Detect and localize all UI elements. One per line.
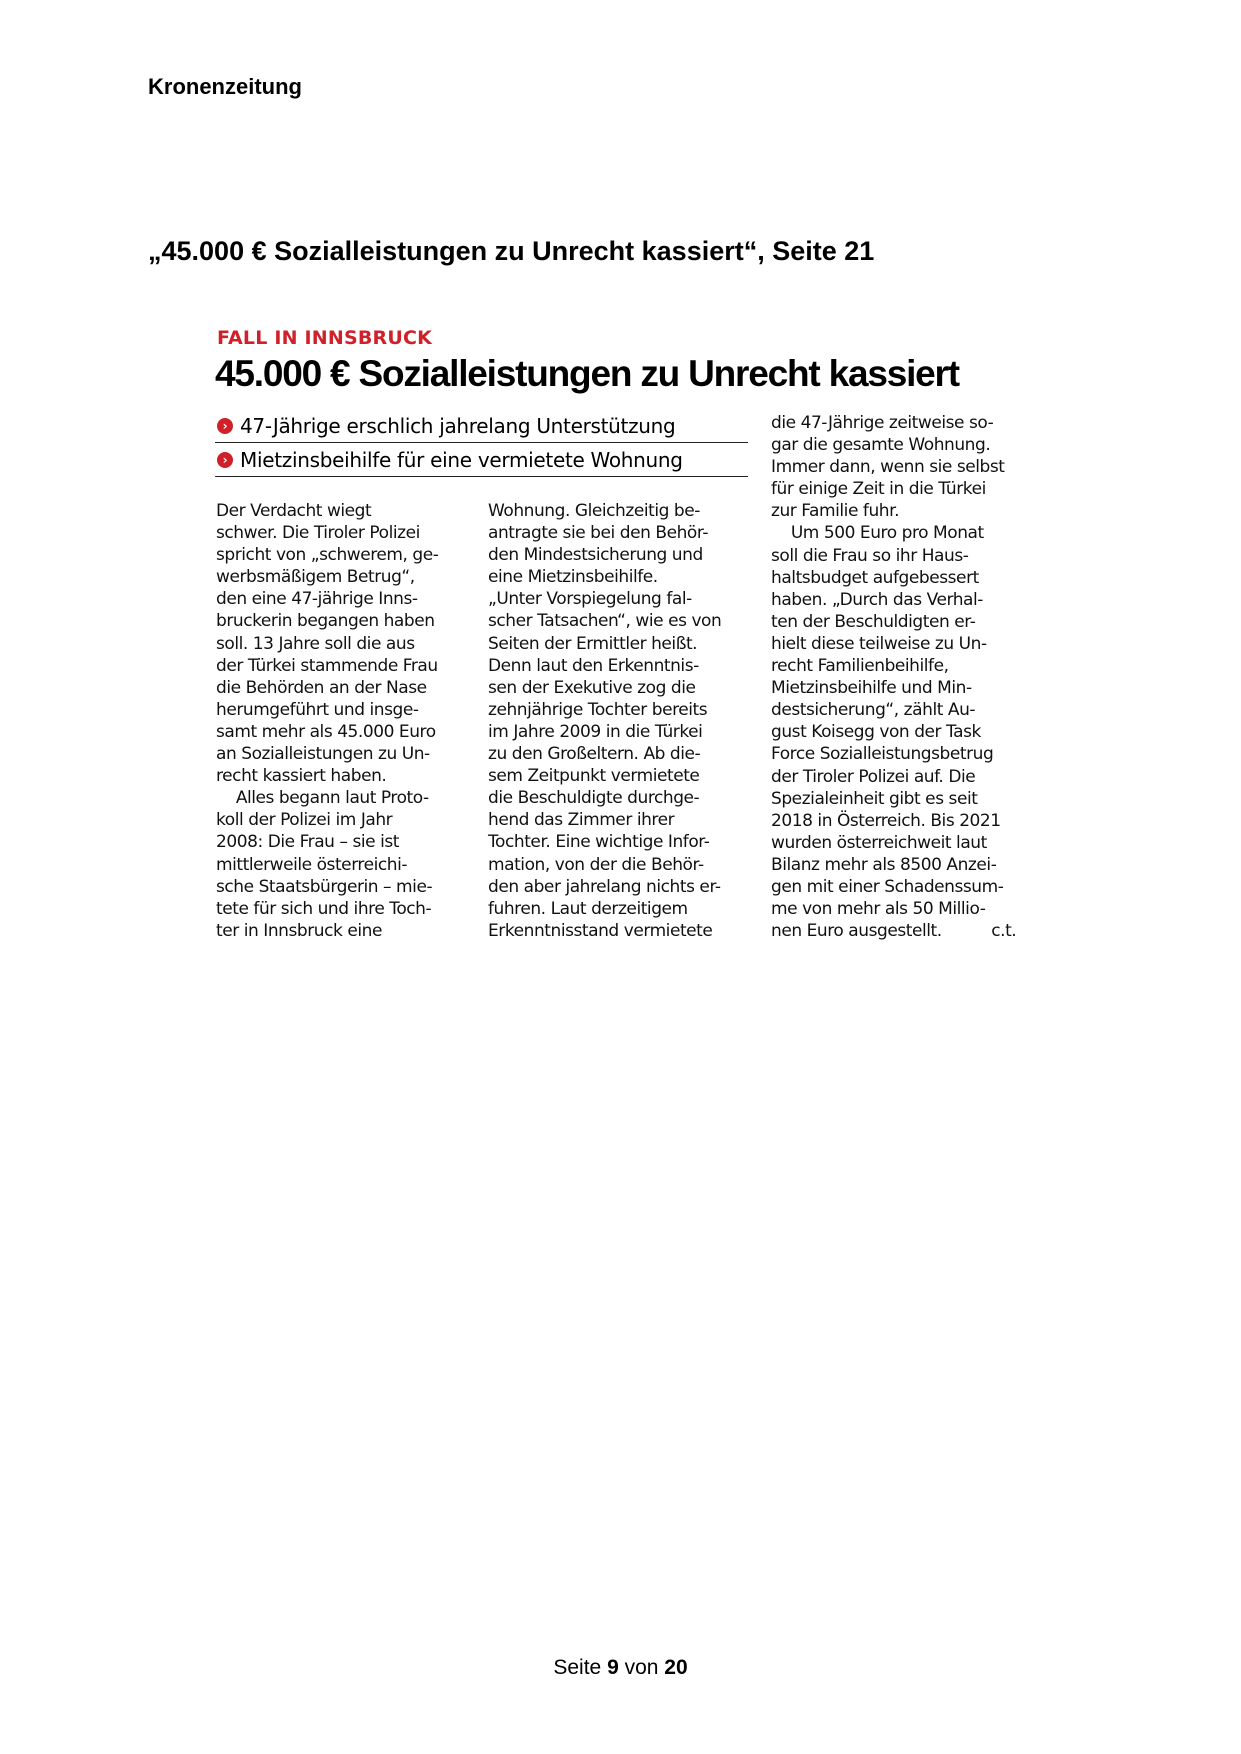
bullet-text: Mietzinsbeihilfe für eine vermietete Wohnung: [240, 447, 683, 472]
bullet-item: [215, 443, 748, 477]
page-current: 9: [607, 1656, 619, 1679]
newspaper-clipping: [215, 325, 1035, 945]
column-text: Wohnung. Gleichzeitig be- antragte sie bei den Behör- den Mindestsicherung und eine Mietzinsbeihilfe. „Unter Vorspiegelung fal- scher Tatsachen“, wie es von Seiten der Ermittler heißt. Denn laut den Erkenntnis- sen der Exekutive zog die zehnjährige Tochter bereits im Jahre 2009 in die Türkei zu den Großeltern. Ab die- sem Zeitpunkt vermietete die Beschuldigte durchge- hend das Zimmer ihrer Tochter. Eine wichtige Infor- mation, von der die Behör- den aber jahrelang nichts er- fuhren. Laut derzeitigem Erkenntnisstand vermietete: [488, 501, 722, 941]
bullet-item: [215, 409, 748, 443]
chevron-right-icon: ›: [217, 418, 233, 434]
article-headline: 45.000 € Sozialleistungen zu Unrecht kassiert: [215, 353, 959, 394]
source-name: Kronenzeitung: [148, 74, 302, 99]
article-column-3: [771, 412, 1035, 942]
page-separator: von: [624, 1656, 659, 1679]
document-title: „45.000 € Sozialleistungen zu Unrecht kassiert“, Seite 21: [148, 236, 875, 266]
article-kicker: FALL IN INNSBRUCK: [217, 327, 433, 349]
article-column-1: [216, 500, 466, 942]
page-footer: [0, 1656, 1241, 1680]
article-bullets: [215, 409, 748, 477]
page-label: Seite: [553, 1656, 602, 1679]
article-column-2: [488, 500, 748, 942]
column-text: die 47-Jährige zeitweise so- gar die gesamte Wohnung. Immer dann, wenn sie selbst für einige Zeit in die Türkei zur Familie fuhr. Um 500 Euro pro Monat soll die Frau so ihr Haus- haltsbudget aufgebessert haben. „Durch das Verhal- ten der Beschuldigten er- hielt diese teilweise zu Un- recht Familienbeihilfe, Mietzinsbeihilfe und Min- destsicherung“, zählt Au- gust Koisegg von der Task Force Sozialleistungsbetrug der Tiroler Polizei auf. Die Spezialeinheit gibt es seit 2018 in Österreich. Bis 2021 wurden österreichweit laut Bilanz mehr als 8500 Anzei- gen mit einer Schadenssum- me von mehr als 50 Millio- nen Euro ausgestellt. c.t.: [771, 413, 1017, 942]
column-text: Der Verdacht wiegt schwer. Die Tiroler Polizei spricht von „schwerem, ge- werbsmäßigem Betrug“, den eine 47-jährige Inns- bruckerin begangen haben soll. 13 Jahre soll die aus der Türkei stammende Frau die Behörden an der Nase herumgeführt und insge- samt mehr als 45.000 Euro an Sozialleistungen zu Un- recht kassiert haben. Alles begann laut Proto- koll der Polizei im Jahr 2008: Die Frau – sie ist mittlerweile österreichi- sche Staatsbürgerin – mie- tete für sich und ihre Toch- ter in Innsbruck eine: [216, 501, 439, 941]
bullet-text: 47-Jährige erschlich jahrelang Unterstützung: [240, 413, 676, 438]
page-total: 20: [664, 1656, 688, 1679]
chevron-right-icon: ›: [217, 452, 233, 468]
